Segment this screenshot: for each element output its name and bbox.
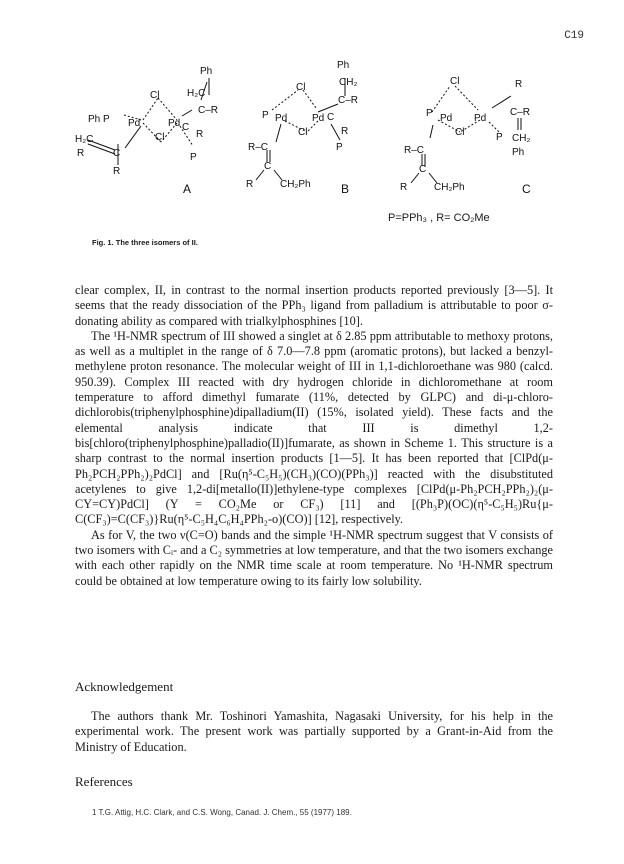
isomer-a-h2c-left: H₂C <box>75 134 94 145</box>
isomer-c-c-bottom: C <box>419 164 427 175</box>
isomer-b-cl: Cl <box>296 82 306 93</box>
isomer-label-c: C <box>522 182 531 196</box>
isomer-b-p-left: P <box>262 110 269 121</box>
isomer-c-p-left: P <box>426 108 433 119</box>
isomer-a-pd-right: Pd <box>168 118 181 129</box>
isomer-a-cl: Cl <box>150 90 160 101</box>
body-paragraph-2: The ¹H-NMR spectrum of III showed a singlet at δ 2.85 ppm attributable to methoxy protons, as well as a multiplet in the range of δ 7.0—7.8 ppm (aromatic protons), but lacked a benzyl-methylene proton resonance. The molecular weight of III in 1,1-dichloroethane was 980 (calcd. 950.39). Complex III reacted with dry hydrogen chloride in dichloromethane at room temperature to afford dimethyl fumarate (11%, detected by GLPC) and di-μ-chloro-dichlorobis(triphenylphosphine)dipalladium(II) (15%, isolated yield). These facts and the elemental analysis indicate that III is dimethyl 1,2-bis[chloro(triphenylphosphine)palladio(II)]fumarate, as shown in Scheme 1. This structure is a sharp contrast to the normal insertion products [1—5]. It has been reported that [ClPd(μ-Ph₂PCH₂PPh₂)₂PdCl] and [Ru(η⁵-C₅H₅)(CH₃)(CO)(PPh₃)] reacted with the disubstituted acetylenes to give 1,2-di[metallo(II)]ethylene-type complexes [ClPd(μ-Ph₂PCH₂PPh₂)₂(μ-CY=CY)PdCl] (Y = CO₂Me or CF₃) [11] and [(Ph₃P)(OC)(η⁵-C₅H₅)Ru{μ-C(CF₃)=C(CF₃)}Ru(η⁵-C₅H₄C₆H₄PPh₂-o)(CO)] [12], respectively. <box>75 328 553 527</box>
body-text <box>75 283 553 589</box>
isomer-c-ch2: CH₂ <box>512 133 531 144</box>
isomer-a-r-left: R <box>77 148 85 159</box>
isomer-a-r-right: R <box>196 129 204 140</box>
isomer-c-pd-right: Pd <box>474 113 487 124</box>
isomer-b-ph-top: Ph <box>337 60 350 71</box>
isomer-c-cl: Cl <box>450 76 460 87</box>
isomer-b-cl-bottom: Cl <box>298 127 308 138</box>
isomer-b-c-bottom: C <box>264 161 272 172</box>
acknowledgement-heading: Acknowledgement <box>75 679 174 694</box>
isomer-a-h2c: H₂C <box>187 88 206 99</box>
isomer-a-c-left: C <box>113 148 121 159</box>
isomer-label-a: A <box>183 182 192 196</box>
isomer-a-ph-top: Ph <box>200 66 213 77</box>
isomer-c-structure <box>411 86 521 183</box>
figure-caption-label: Fig. 1. <box>92 238 114 247</box>
isomer-b-c-r: C–R <box>338 95 359 106</box>
figure-isomers <box>0 50 624 240</box>
isomer-c-cl-bottom: Cl <box>455 127 465 138</box>
isomer-c-r-top: R <box>515 79 523 90</box>
isomer-b-r-c: R–C <box>248 142 269 153</box>
isomer-c-p-right: P <box>496 132 503 143</box>
isomer-label-b: B <box>341 182 350 196</box>
isomer-a-c-right: C <box>182 122 190 133</box>
references-heading: References <box>75 774 133 789</box>
isomer-c-ch2ph: CH₂Ph <box>434 182 465 193</box>
isomer-a-ph-left: Ph P <box>88 114 110 125</box>
isomer-a-pd-left: Pd <box>128 118 141 129</box>
page-number: C19 <box>564 30 584 42</box>
acknowledgement-text: The authors thank Mr. Toshinori Yamashita, Nagasaki University, for his help in the experimental work. The present work was partially supported by a Grant-in-Aid from the Ministry of Education. <box>75 709 553 754</box>
figure-caption-text: The three isomers of II. <box>115 238 198 247</box>
isomer-c-r-bottom: R <box>400 182 408 193</box>
isomer-b-p-right: P <box>336 142 343 153</box>
isomer-structures-drawing <box>0 50 624 240</box>
isomer-a-r-bottom: R <box>113 166 121 177</box>
isomer-b-r-right: R <box>341 126 349 137</box>
reference-item: 1 T.G. Attig, H.C. Clark, and C.S. Wong, Canad. J. Chem., 55 (1977) 189. <box>92 808 352 817</box>
body-paragraph-3: As for V, the two ν(C=O) bands and the simple ¹H-NMR spectrum suggest that V consists of two isomers with Cᵢ- and a C₂ symmetries at low temperature, and that the two isomers exchange with each other rapidly on the NMR time scale at room temperature. No ¹H-NMR spectrum could be obtained at low temperature owing to its fairly low solubility. <box>75 527 553 588</box>
isomer-b-r-bottom: R <box>246 179 254 190</box>
isomer-c-c-r: C–R <box>510 107 531 118</box>
figure-caption <box>92 238 198 247</box>
isomer-b-ch2ph: CH₂Ph <box>280 179 311 190</box>
isomer-b-c-right: C <box>327 112 335 123</box>
isomer-a-p-right: P <box>190 152 197 163</box>
isomer-c-r-c: R–C <box>404 145 425 156</box>
isomer-c-pd-left: Pd <box>440 113 453 124</box>
isomer-b-pd-left: Pd <box>275 113 288 124</box>
isomer-a-c-r: C–R <box>198 105 219 116</box>
isomer-c-ph: Ph <box>512 147 525 158</box>
figure-legend-definition: P=PPh₃ , R= CO₂Me <box>388 212 490 224</box>
isomer-b-ch2: CH₂ <box>339 77 358 88</box>
body-paragraph-1: clear complex, II, in contrast to the normal insertion products reported previously [3—5]. It seems that the ready dissociation of the PPh₃ ligand from palladium is attributable to poor σ-donating ability as compared with trialkylphosphines [10]. <box>75 283 553 328</box>
isomer-a-cl-bottom: Cl <box>155 132 165 143</box>
isomer-b-pd-right: Pd <box>312 113 325 124</box>
